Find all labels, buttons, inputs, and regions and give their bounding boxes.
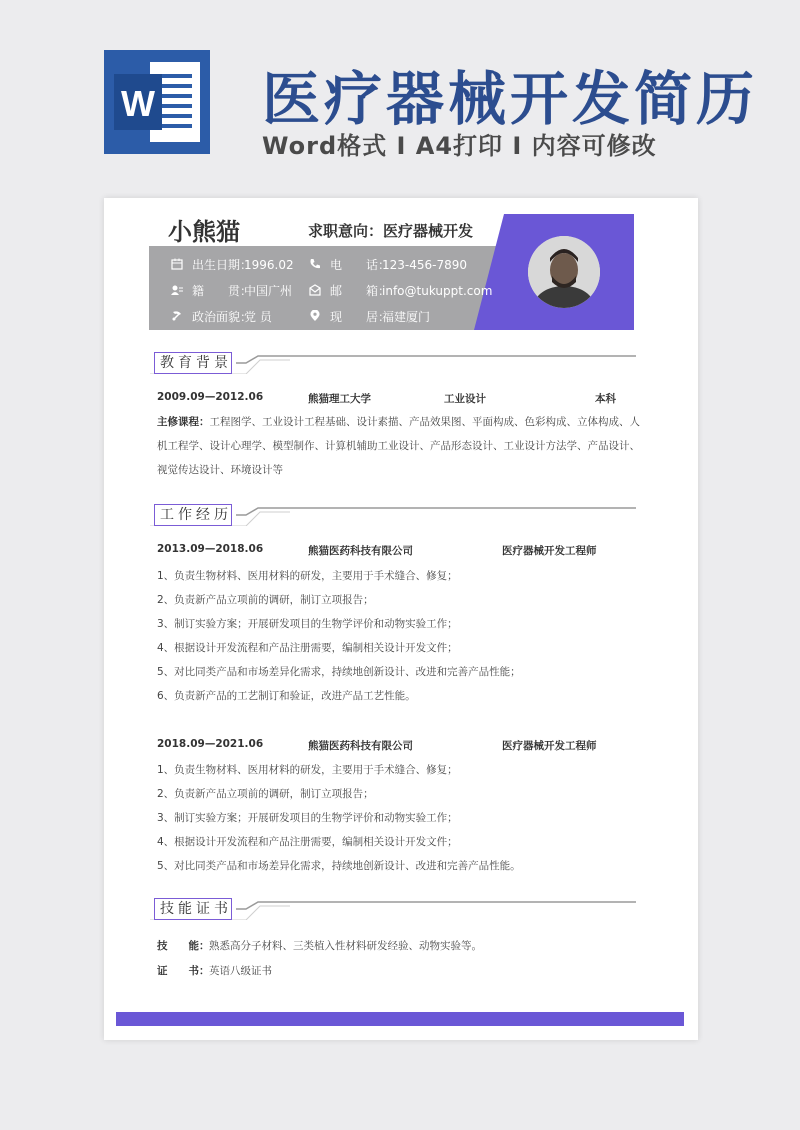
- skill-row: [157, 938, 482, 953]
- skill-value: 熟悉高分子材料、三类植入性材料研发经验、动物实验等。: [209, 940, 482, 952]
- job1-duty: 2、负责新产品立项前的调研，制订立项报告；: [157, 594, 374, 606]
- edu-period: 2009.09—2012.06: [157, 391, 264, 403]
- job1-duty: 1、负责生物材料、医用材料的研发，主要用于手术缝合、修复；: [157, 570, 458, 582]
- work-title: 工作经历: [154, 504, 232, 526]
- politics-info: [170, 308, 272, 325]
- job1-company: 熊猫医药科技有限公司: [308, 545, 413, 557]
- word-logo-icon: [104, 50, 210, 154]
- birth-label: 出生日期：: [192, 258, 253, 272]
- work-header: [150, 504, 636, 526]
- job1-period: 2013.09—2018.06: [157, 543, 264, 555]
- job2-duty: 3、制订实验方案；开展研发项目的生物学评价和动物实验工作；: [157, 812, 458, 824]
- politics-value: 党 员: [244, 310, 272, 324]
- birth-info: [170, 256, 294, 273]
- cert-row: [157, 963, 272, 978]
- svg-text:W: W: [121, 83, 155, 124]
- location-icon: [308, 310, 321, 323]
- cert-label: 证 书：: [157, 965, 210, 977]
- email-info: [308, 282, 492, 299]
- residence-info: [308, 308, 430, 325]
- job2-duty: 5、对比同类产品和市场差异化需求，持续地创新设计、改进和完善产品性能。: [157, 860, 521, 872]
- email-label: 邮 箱：: [330, 284, 391, 298]
- job1-duty: 6、负责新产品的工艺制订和验证，改进产品工艺性能。: [157, 690, 416, 702]
- email-value: info@tukuppt.com: [382, 283, 493, 298]
- job2-duty: 1、负责生物材料、医用材料的研发，主要用于手术缝合、修复；: [157, 764, 458, 776]
- skills-header: [150, 898, 636, 920]
- skill-label: 技 能：: [157, 940, 210, 952]
- party-icon: [170, 310, 183, 323]
- phone-value: 123-456-7890: [382, 257, 468, 272]
- job2-period: 2018.09—2021.06: [157, 738, 264, 750]
- job2-company: 熊猫医药科技有限公司: [308, 740, 413, 752]
- candidate-name: 小熊猫: [168, 218, 240, 246]
- courses-label: 主修课程：: [157, 416, 210, 428]
- person-icon: [170, 284, 183, 297]
- education-header: [150, 352, 636, 374]
- courses-text: 工程图学、工业设计工程基础、设计素描、产品效果图、平面构成、色彩构成、立体构成、人机工程学、设计心理学、模型制作、计算机辅助工业设计、产品形态设计、工业设计方法学、产品设计、视觉传达设计、环境设计等: [157, 416, 640, 476]
- residence-label: 现 居：: [330, 310, 391, 324]
- phone-info: [308, 256, 467, 273]
- skills-title: 技能证书: [154, 898, 232, 920]
- cert-value: 英语八级证书: [209, 965, 272, 977]
- mail-icon: [308, 284, 321, 297]
- job2-duty: 4、根据设计开发流程和产品注册需要，编制相关设计开发文件；: [157, 836, 458, 848]
- edu-courses: [157, 410, 647, 482]
- job1-duty: 4、根据设计开发流程和产品注册需要，编制相关设计开发文件；: [157, 642, 458, 654]
- job1-duty: 3、制订实验方案；开展研发项目的生物学评价和动物实验工作；: [157, 618, 458, 630]
- edu-degree: 本科: [595, 393, 616, 405]
- avatar: [528, 236, 600, 308]
- hometown-value: 中国广州: [244, 284, 293, 298]
- calendar-icon: [170, 258, 183, 271]
- bottom-accent-bar: [116, 1012, 684, 1026]
- banner-subtitle: Word格式 I A4打印 I 内容可修改: [262, 132, 657, 160]
- phone-label: 电 话：: [330, 258, 391, 272]
- hometown-info: [170, 282, 292, 299]
- phone-icon: [308, 258, 321, 271]
- job1-position: 医疗器械开发工程师: [502, 545, 597, 557]
- hometown-label: 籍 贯：: [192, 284, 253, 298]
- job1-duty: 5、对比同类产品和市场差异化需求，持续地创新设计、改进和完善产品性能；: [157, 666, 521, 678]
- job2-position: 医疗器械开发工程师: [502, 740, 597, 752]
- education-title: 教育背景: [154, 352, 232, 374]
- resume-page: [104, 198, 698, 1040]
- edu-school: 熊猫理工大学: [308, 393, 371, 405]
- job2-duty: 2、负责新产品立项前的调研，制订立项报告；: [157, 788, 374, 800]
- banner-title: 医疗器械开发简历: [262, 65, 759, 133]
- birth-value: 1996.02: [244, 257, 294, 272]
- job-intention: 求职意向：医疗器械开发: [308, 222, 474, 240]
- edu-major: 工业设计: [444, 393, 486, 405]
- politics-label: 政治面貌：: [192, 310, 253, 324]
- residence-value: 福建厦门: [382, 310, 431, 324]
